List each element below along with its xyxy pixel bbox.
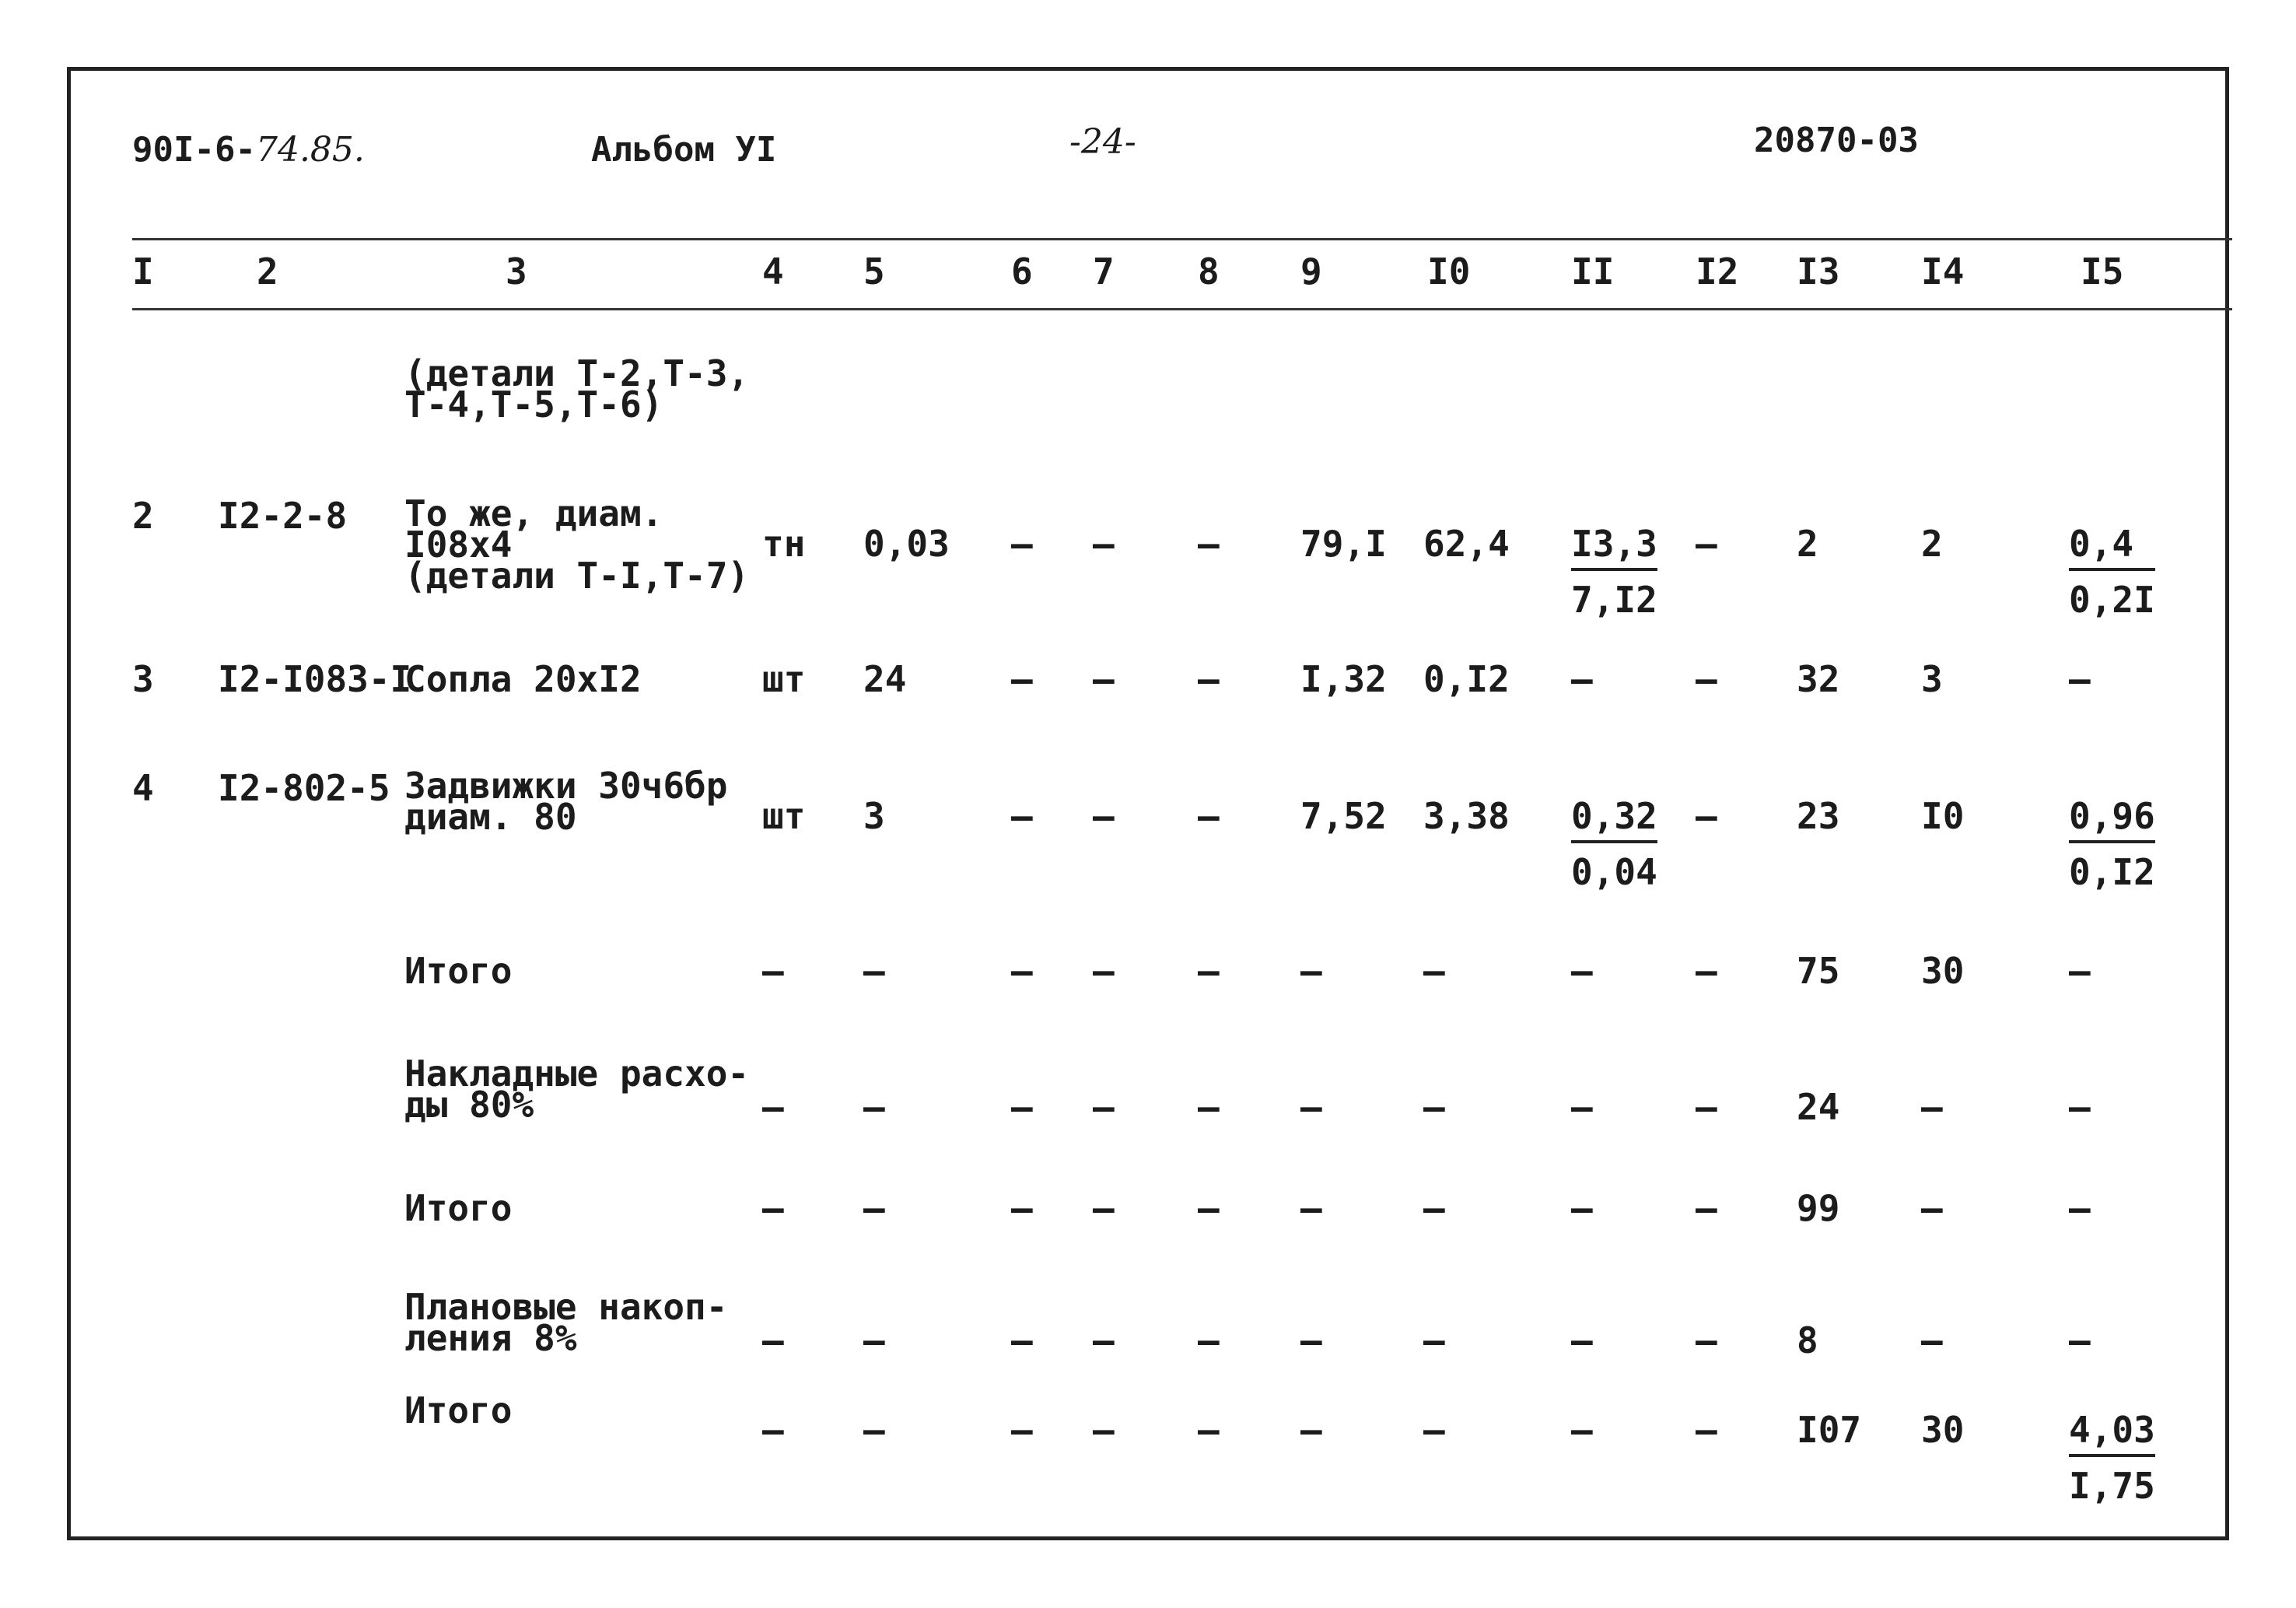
col-header-2: 2 [257,250,278,293]
cell-c14: I0 [1921,795,1965,837]
header-rule-bottom [132,308,2232,310]
cell-c11-fraction: $\frac{0,32}{0,04}$ [1571,795,1657,893]
item-number: 2 [132,495,154,537]
col-header-9: 9 [1300,250,1322,293]
col-header-8: 8 [1198,250,1220,293]
cell-c7: – [1093,1409,1115,1451]
item-qty: – [863,950,885,992]
cell-c13: I07 [1797,1409,1862,1451]
item-unit: – [762,1187,784,1229]
cell-c11: – [1571,950,1593,992]
cell-c8: – [1198,1409,1220,1451]
cell-c12: – [1696,523,1717,565]
page-frame [67,67,2229,1540]
item-unit: шт [762,795,806,837]
col-header-5: 5 [863,250,885,293]
cell-c15-fraction: $\frac{4,03}{I,75}$ [2069,1409,2155,1507]
cell-c6: – [1011,523,1033,565]
cell-c6: – [1011,1409,1033,1451]
planned-savings-label: Плановые накоп- ления 8% [404,1286,728,1359]
project-number: 20870-03 [1754,121,1919,160]
cell-c12: – [1696,1086,1717,1128]
col-header-15: I5 [2081,250,2124,293]
cell-c10: 3,38 [1423,795,1510,837]
item-unit: – [762,1409,784,1451]
cell-c6: – [1011,1319,1033,1361]
page-number: -24- [1069,122,1136,162]
item-number: 4 [132,767,154,809]
item-qty: – [863,1409,885,1451]
cell-c11: – [1571,658,1593,700]
cell-c13: 32 [1797,658,1840,700]
item-unit: – [762,950,784,992]
cell-c11-fraction: $\frac{I3,3}{7,I2}$ [1571,523,1657,621]
cell-c6: – [1011,658,1033,700]
item-qty: 0,03 [863,523,950,565]
cell-c7: – [1093,795,1115,837]
cell-c7: – [1093,1187,1115,1229]
cell-c11: – [1571,1319,1593,1361]
cell-c12: – [1696,658,1717,700]
item-name: Задвижки 30ч6бр диам. 80 [404,765,728,838]
item-qty: – [863,1187,885,1229]
cell-c8: – [1198,795,1220,837]
cell-c15-fraction: $\frac{0,96}{0,I2}$ [2069,795,2155,893]
cell-c12: – [1696,795,1717,837]
cell-c7: – [1093,658,1115,700]
cell-c9: 7,52 [1300,795,1387,837]
cell-c10: – [1423,1409,1445,1451]
overhead-label: Накладные расхо- ды 80% [404,1053,750,1126]
cell-c6: – [1011,950,1033,992]
item-name: Сопла 20xI2 [404,658,642,700]
doc-code: 90I-6-74.85. [132,130,365,170]
cell-c12: – [1696,1187,1717,1229]
total-label: Итого [404,1187,513,1229]
header-rule-top [132,238,2232,240]
cell-c13: 75 [1797,950,1840,992]
col-header-6: 6 [1011,250,1033,293]
col-header-13: I3 [1797,250,1840,293]
cell-c12: – [1696,950,1717,992]
album-label: Альбом УI [591,130,777,170]
cell-c14: 30 [1921,1409,1965,1451]
cell-c8: – [1198,1187,1220,1229]
cell-c14: 3 [1921,658,1943,700]
cell-c15: – [2069,658,2091,700]
cell-c8: – [1198,1086,1220,1128]
col-header-4: 4 [762,250,784,293]
col-header-14: I4 [1921,250,1965,293]
cell-c15: – [2069,950,2091,992]
cell-c8: – [1198,950,1220,992]
col-header-3: 3 [506,250,527,293]
total-label: Итого [404,1389,513,1431]
item-name: (детали Т-2,Т-3, Т-4,Т-5,Т-6) [404,352,750,426]
cell-c11: – [1571,1187,1593,1229]
col-header-7: 7 [1093,250,1115,293]
item-unit: – [762,1319,784,1361]
cell-c8: – [1198,658,1220,700]
cell-c11: – [1571,1409,1593,1451]
cell-c14: – [1921,1187,1943,1229]
cell-c10: – [1423,1319,1445,1361]
cell-c7: – [1093,1086,1115,1128]
cell-c8: – [1198,1319,1220,1361]
cell-c13: 8 [1797,1319,1818,1361]
item-qty: – [863,1086,885,1128]
total-label: Итого [404,950,513,992]
cell-c15-fraction: $\frac{0,4}{0,2I}$ [2069,523,2155,621]
cell-c13: 99 [1797,1187,1840,1229]
cell-c13: 2 [1797,523,1818,565]
cell-c11: – [1571,1086,1593,1128]
item-unit: – [762,1086,784,1128]
cell-c10: – [1423,1187,1445,1229]
cell-c14: 2 [1921,523,1943,565]
cell-c15: – [2069,1086,2091,1128]
cell-c9: – [1300,1319,1322,1361]
cell-c6: – [1011,1187,1033,1229]
item-code: I2-I083-I [218,658,412,700]
cell-c10: – [1423,950,1445,992]
cell-c9: I,32 [1300,658,1387,700]
cell-c12: – [1696,1319,1717,1361]
col-header-12: I2 [1696,250,1739,293]
item-number: 3 [132,658,154,700]
cell-c8: – [1198,523,1220,565]
item-qty: 3 [863,795,885,837]
cell-c12: – [1696,1409,1717,1451]
cell-c7: – [1093,523,1115,565]
col-header-1: I [132,250,154,293]
col-header-11: II [1571,250,1615,293]
col-header-10: I0 [1427,250,1471,293]
item-qty: 24 [863,658,907,700]
cell-c14: – [1921,1086,1943,1128]
cell-c7: – [1093,950,1115,992]
item-unit: шт [762,658,806,700]
item-name: То же, диам. I08x4 (детали Т-I,Т-7) [404,492,750,597]
cell-c15: – [2069,1187,2091,1229]
cell-c9: 79,I [1300,523,1387,565]
cell-c13: 23 [1797,795,1840,837]
item-unit: тн [762,523,806,565]
cell-c10: 62,4 [1423,523,1510,565]
cell-c10: 0,I2 [1423,658,1510,700]
cell-c14: – [1921,1319,1943,1361]
cell-c9: – [1300,1187,1322,1229]
cell-c9: – [1300,950,1322,992]
item-qty: – [863,1319,885,1361]
cell-c14: 30 [1921,950,1965,992]
cell-c10: – [1423,1086,1445,1128]
cell-c6: – [1011,795,1033,837]
cell-c9: – [1300,1086,1322,1128]
cell-c6: – [1011,1086,1033,1128]
cell-c9: – [1300,1409,1322,1451]
cell-c15: – [2069,1319,2091,1361]
cell-c7: – [1093,1319,1115,1361]
cell-c13: 24 [1797,1086,1840,1128]
item-code: I2-2-8 [218,495,348,537]
item-code: I2-802-5 [218,767,390,809]
